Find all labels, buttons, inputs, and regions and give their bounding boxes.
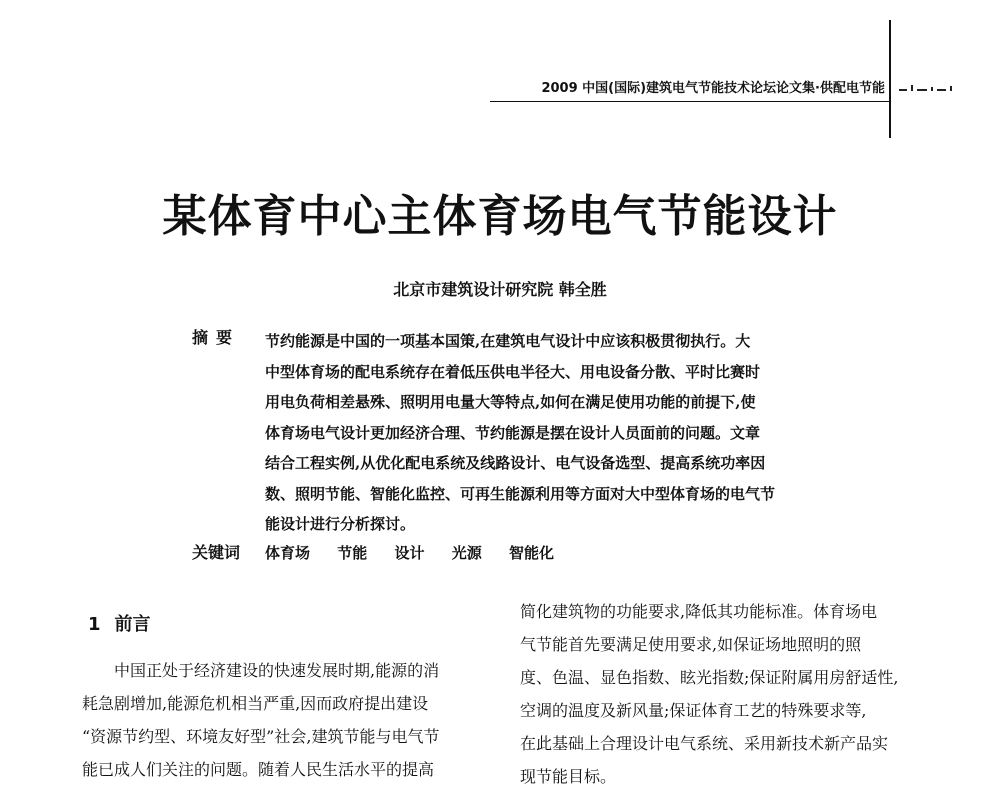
body-line: 气节能首先要满足使用要求,如保证场地照明的照 [520, 635, 862, 654]
keyword: 光源 [451, 544, 482, 562]
body-column-right [520, 595, 940, 793]
section-title: 前言 [114, 614, 151, 635]
keyword: 节能 [337, 544, 368, 562]
body-line: 耗急剧增加,能源危机相当严重,因而政府提出建设 [82, 694, 429, 713]
body-line: 现节能目标。 [520, 767, 617, 786]
header-rule [490, 101, 890, 102]
keyword: 设计 [394, 544, 425, 562]
page-corner-mark [896, 74, 958, 94]
body-column-left [82, 654, 482, 786]
abstract-line: 结合工程实例,从优化配电系统及线路设计、电气设备选型、提高系统功率因 [265, 454, 766, 472]
paper-title: 某体育中心主体育场电气节能设计 [162, 191, 838, 242]
body-line: “资源节约型、环境友好型”社会,建筑节能与电气节 [82, 727, 440, 746]
body-line: 能已成人们关注的问题。随着人民生活水平的提高 [82, 760, 435, 779]
body-line: 度、色温、显色指数、眩光指数;保证附属用房舒适性, [520, 668, 899, 687]
body-line: 中国正处于经济建设的快速发展时期,能源的消 [82, 661, 440, 680]
section-heading [88, 612, 151, 638]
section-number: 1 [88, 614, 101, 635]
body-line: 在此基础上合理设计电气系统、采用新技术新产品实 [520, 734, 889, 753]
abstract-body [265, 326, 845, 540]
body-line: 空调的温度及新风量;保证体育工艺的特殊要求等, [520, 701, 867, 720]
abstract-line: 体育场电气设计更加经济合理、节约能源是摆在设计人员面前的问题。文章 [265, 423, 761, 442]
abstract-line: 数、照明节能、智能化监控、可再生能源利用等方面对大中型体育场的电气节 [265, 484, 776, 503]
keywords-label: 关键词 [192, 543, 241, 562]
author-affiliation: 北京市建筑设计研究院 韩全胜 [393, 280, 607, 299]
abstract-line: 中型体育场的配电系统存在着低压供电半径大、用电设备分散、平时比赛时 [265, 362, 761, 381]
margin-vertical-rule [889, 20, 891, 138]
abstract-line: 节约能源是中国的一项基本国策,在建筑电气设计中应该积极贯彻执行。大 [265, 332, 751, 350]
body-line: 简化建筑物的功能要求,降低其功能标准。体育场电 [520, 602, 878, 621]
keywords-list [265, 541, 665, 565]
abstract-line: 能设计进行分析探讨。 [265, 515, 416, 533]
keyword: 体育场 [265, 544, 311, 562]
abstract-line: 用电负荷相差悬殊、照明用电量大等特点,如何在满足使用功能的前提下,使 [265, 393, 756, 411]
running-header: 2009 中国(国际)建筑电气节能技术论坛论文集·供配电节能 [541, 81, 885, 96]
keyword: 智能化 [509, 544, 555, 562]
abstract-label: 摘要 [192, 328, 241, 347]
